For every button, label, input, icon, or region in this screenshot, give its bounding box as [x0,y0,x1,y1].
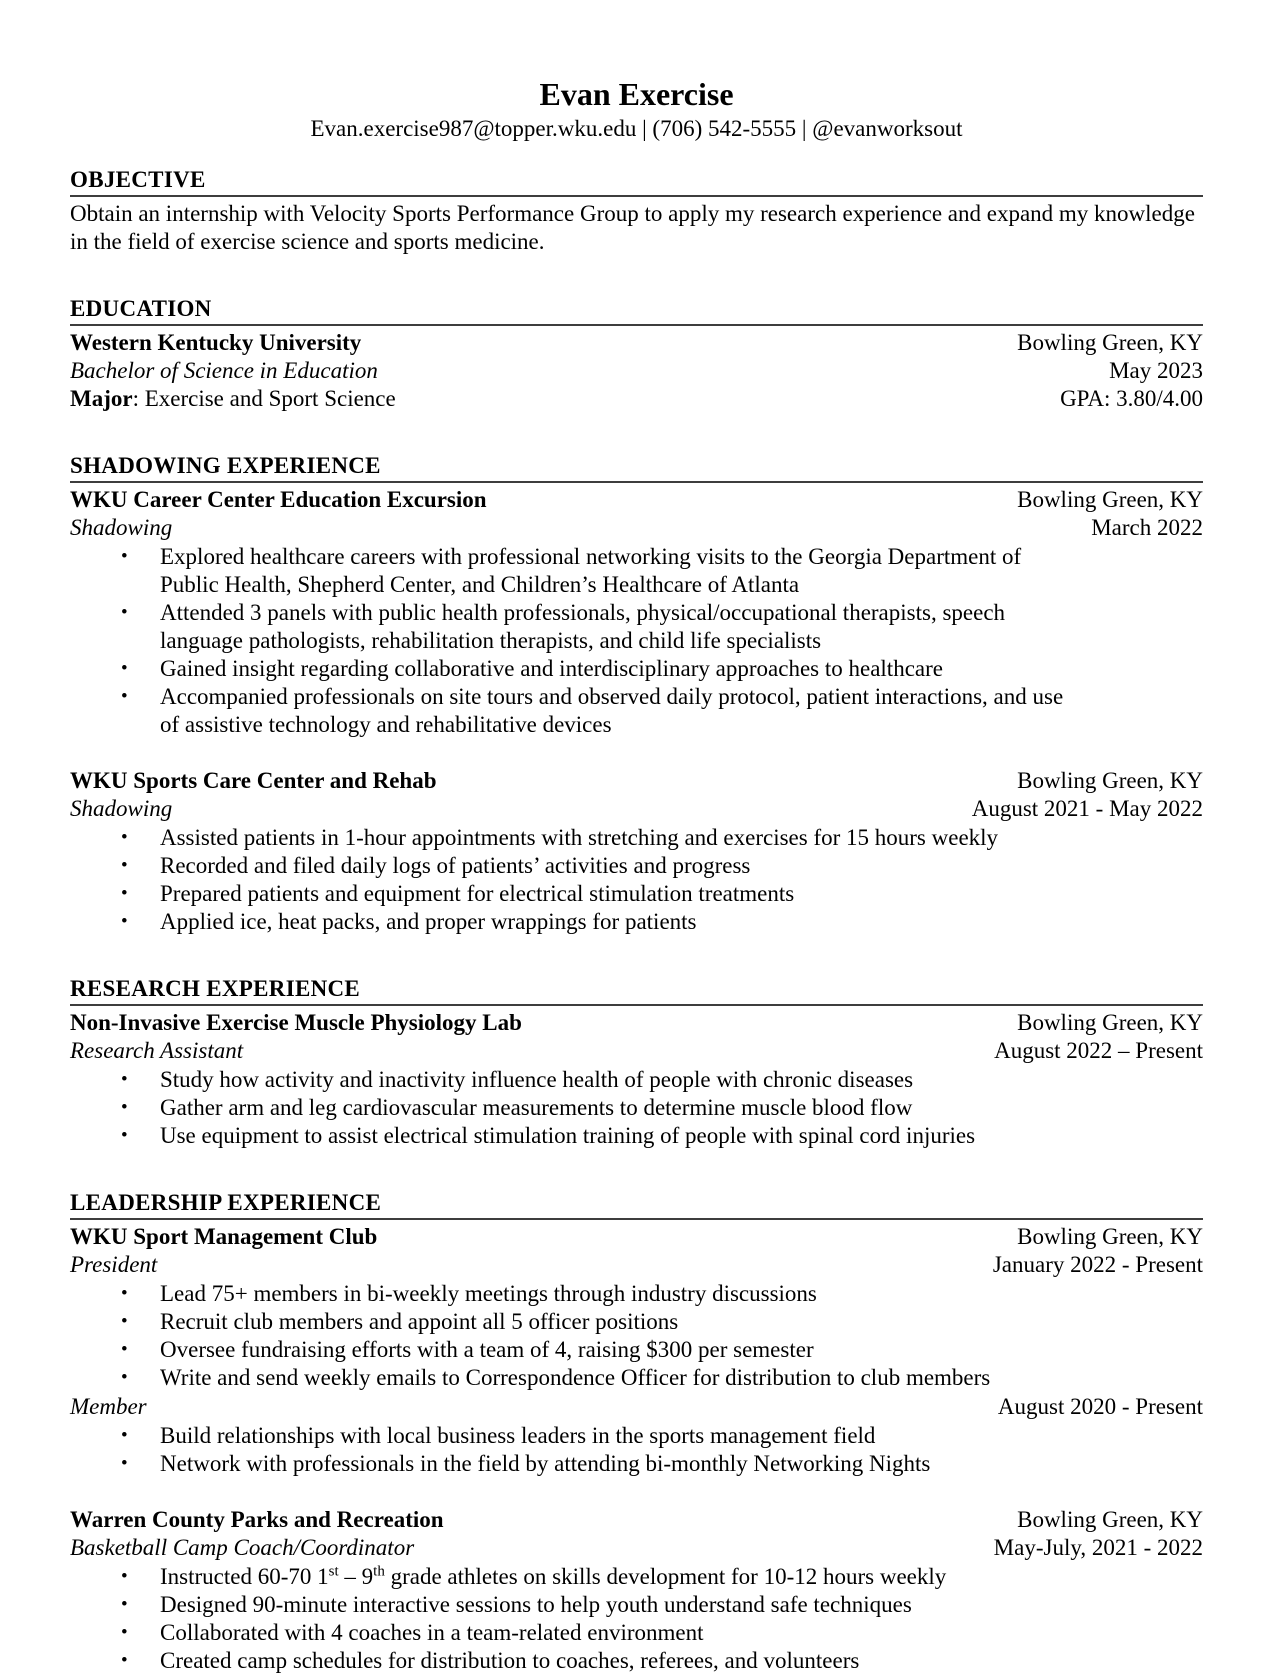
entry-left [70,1534,414,1562]
entry-left [70,795,172,823]
bullet-text [160,1619,1203,1647]
text-run: Major [70,386,133,411]
entry-left [70,1009,522,1037]
entry-row [70,486,1203,514]
text-run: Created camp schedules for distribution to coaches, referees, and volunteers [160,1648,860,1673]
bullet-list [70,1563,1203,1675]
bullet-icon: • [121,1622,128,1643]
bullet-icon: • [121,1453,128,1474]
bullet-item [70,1619,1203,1647]
text-run: Build relationships with local business leaders in the sports management field [160,1423,876,1448]
bullet-icon: • [121,1425,128,1446]
entry-spacer [70,1478,1203,1506]
entry-row [70,767,1203,795]
bullet-text [160,1422,1203,1450]
entry-right: GPA: 3.80/4.00 [1060,386,1203,411]
entry-right: Bowling Green, KY [1017,768,1203,793]
bullet-text [160,1563,1203,1591]
bullet-item [70,908,1203,936]
entry-left [70,1223,377,1251]
resume-section [70,975,1203,1150]
bullet-item [70,880,1203,908]
section-title: SHADOWING EXPERIENCE [70,452,1203,483]
bullet-item [70,824,1203,852]
bullet-icon: • [121,1594,128,1615]
section-title: LEADERSHIP EXPERIENCE [70,1189,1203,1220]
text-run: grade athletes on skills development for 10-12 hours weekly [384,1564,947,1589]
bullet-text [160,1364,1203,1392]
entry-left [70,514,172,542]
section-paragraph: Obtain an internship with Velocity Sports Performance Group to apply my research experience and expand my knowledge in the field of exercise science and sports medicine. [70,201,1195,254]
bullet-item [70,1308,1203,1336]
entry-row [70,1251,1203,1279]
entry-row [70,1009,1203,1037]
bullet-text [160,852,1203,880]
bullet-icon: • [121,1650,128,1671]
bullet-icon: • [121,1339,128,1360]
entry-left [70,357,378,385]
bullet-item [70,852,1203,880]
bullet-icon: • [121,686,128,707]
bullet-icon: • [121,855,128,876]
bullet-text [160,599,1203,655]
bullet-text [160,1308,1203,1336]
text-run: WKU Sport Management Club [70,1224,378,1249]
entry-row [70,795,1203,823]
entry-row [70,329,1203,357]
bullet-item [70,1450,1203,1478]
text-run: Lead 75+ members in bi-weekly meetings through industry discussions [160,1281,817,1306]
text-run: st [328,1563,339,1580]
entry-right: March 2022 [1091,515,1203,540]
entry-right: January 2022 - Present [992,1252,1203,1277]
entry-right: May-July, 2021 - 2022 [993,1535,1203,1560]
bullet-list [70,543,1203,739]
entry-right: August 2022 – Present [994,1038,1203,1063]
bullet-item [70,1122,1203,1150]
text-run: Designed 90-minute interactive sessions to help youth understand safe techniques [160,1592,912,1617]
bullet-text [160,1336,1203,1364]
resume-section [70,295,1203,413]
entry-row [70,1223,1203,1251]
bullet-text [160,1591,1203,1619]
bullet-icon: • [121,883,128,904]
bullet-text [160,1122,1203,1150]
entry-row [70,1506,1203,1534]
entry-row [70,385,1203,413]
entry-right: Bowling Green, KY [1017,1010,1203,1035]
text-run: Bachelor of Science in Education [70,358,378,383]
entry-right: Bowling Green, KY [1017,1224,1203,1249]
resume-section [70,166,1203,256]
bullet-icon: • [121,1566,128,1587]
bullet-icon: • [121,1069,128,1090]
bullet-text [160,1066,1203,1094]
entry-right: Bowling Green, KY [1017,330,1203,355]
entry-right: May 2023 [1109,358,1203,383]
bullet-item [70,599,1203,655]
bullet-item [70,1094,1203,1122]
section-title: EDUCATION [70,295,1203,326]
text-run: th [373,1563,385,1580]
text-run: President [70,1252,158,1277]
bullet-text [160,655,1203,683]
bullet-text [160,1094,1203,1122]
bullet-item [70,1563,1203,1591]
text-run: Prepared patients and equipment for electrical stimulation treatments [160,881,795,906]
section-title: RESEARCH EXPERIENCE [70,975,1203,1006]
bullet-icon: • [121,1097,128,1118]
bullet-item [70,1591,1203,1619]
bullet-item [70,655,1203,683]
text-run: Gained insight regarding collaborative and interdisciplinary approaches to healthcare [160,656,943,681]
bullet-item [70,1280,1203,1308]
bullet-icon: • [121,911,128,932]
resume-section [70,452,1203,936]
text-run: Non-Invasive Exercise Muscle Physiology Lab [70,1010,522,1035]
page-title: Evan Exercise [539,76,734,112]
bullet-text [160,880,1203,908]
bullet-text [160,1450,1203,1478]
text-run: Basketball Camp Coach/Coordinator [70,1535,415,1560]
bullet-item [70,543,1203,599]
entry-left [70,385,396,413]
bullet-text [160,908,1203,936]
bullet-text [160,1647,1203,1675]
entry-right: August 2021 - May 2022 [971,796,1203,821]
bullet-item [70,1364,1203,1392]
bullet-list [70,1422,1203,1478]
bullet-text [160,824,1203,852]
text-run: Member [70,1394,147,1419]
entry-row [70,357,1203,385]
entry-left [70,1506,444,1534]
bullet-text [160,683,1203,739]
bullet-icon: • [121,546,128,567]
entry-row [70,1393,1203,1421]
text-run: Explored healthcare careers with professional networking visits to the Georgia Department of Public Health, Shepherd Center, and Children’s Healthcare of Atlanta [160,544,1022,597]
bullet-item [70,1647,1203,1675]
bullet-icon: • [121,1367,128,1388]
text-run: WKU Career Center Education Excursion [70,487,487,512]
section-title: OBJECTIVE [70,166,1203,197]
text-run: : Exercise and Sport Science [132,386,396,411]
bullet-icon: • [121,658,128,679]
entry-row [70,514,1203,542]
bullet-item [70,683,1203,739]
text-run: Western Kentucky University [70,330,362,355]
text-run: Study how activity and inactivity influence health of people with chronic diseases [160,1067,914,1092]
text-run: Write and send weekly emails to Correspondence Officer for distribution to club members [160,1365,991,1390]
text-run: Accompanied professionals on site tours and observed daily protocol, patient interactions, and use of assistive technology and rehabilitative devices [160,684,1064,737]
entry-right: Bowling Green, KY [1017,1507,1203,1532]
bullet-text [160,543,1203,599]
bullet-list [70,1066,1203,1150]
resume-sections [70,166,1203,1675]
entry-left [70,767,437,795]
entry-right: August 2020 - Present [997,1394,1203,1419]
text-run: Attended 3 panels with public health professionals, physical/occupational therapists, speech language pathologists, rehabilitation therapists, and child life specialists [160,600,1006,653]
text-run: Collaborated with 4 coaches in a team-related environment [160,1620,704,1645]
bullet-icon: • [121,1125,128,1146]
entry-spacer [70,739,1203,767]
text-run: Research Assistant [70,1038,244,1063]
entry-row [70,1534,1203,1562]
entry-row [70,1037,1203,1065]
bullet-list [70,1280,1203,1392]
entry-left [70,1393,147,1421]
text-run: Recruit club members and appoint all 5 officer positions [160,1309,679,1334]
text-run: Shadowing [70,796,173,821]
text-run: Instructed 60-70 1 [160,1564,329,1589]
entry-left [70,1037,243,1065]
text-run: Assisted patients in 1-hour appointments with stretching and exercises for 15 hours weekly [160,825,999,850]
text-run: – 9 [338,1564,374,1589]
text-run: Use equipment to assist electrical stimulation training of people with spinal cord injuries [160,1123,976,1148]
resume-section [70,1189,1203,1675]
text-run: WKU Sports Care Center and Rehab [70,768,437,793]
bullet-text [160,1280,1203,1308]
bullet-item [70,1066,1203,1094]
text-run: Shadowing [70,515,173,540]
text-run: Recorded and filed daily logs of patients’ activities and progress [160,853,751,878]
bullet-item [70,1336,1203,1364]
bullet-icon: • [121,827,128,848]
entry-left [70,329,361,357]
bullet-icon: • [121,602,128,623]
text-run: Network with professionals in the field by attending bi-monthly Networking Nights [160,1451,931,1476]
entry-left [70,486,487,514]
bullet-list [70,824,1203,936]
text-run: Applied ice, heat packs, and proper wrappings for patients [160,909,697,934]
bullet-icon: • [121,1311,128,1332]
text-run: Oversee fundraising efforts with a team of 4, raising $300 per semester [160,1337,814,1362]
entry-left [70,1251,157,1279]
bullet-item [70,1422,1203,1450]
text-run: Warren County Parks and Recreation [70,1507,444,1532]
bullet-icon: • [121,1283,128,1304]
entry-right: Bowling Green, KY [1017,487,1203,512]
contact-line: Evan.exercise987@topper.wku.edu | (706) 542-5555 | @evanworksout [310,116,963,141]
text-run: Gather arm and leg cardiovascular measurements to determine muscle blood flow [160,1095,913,1120]
